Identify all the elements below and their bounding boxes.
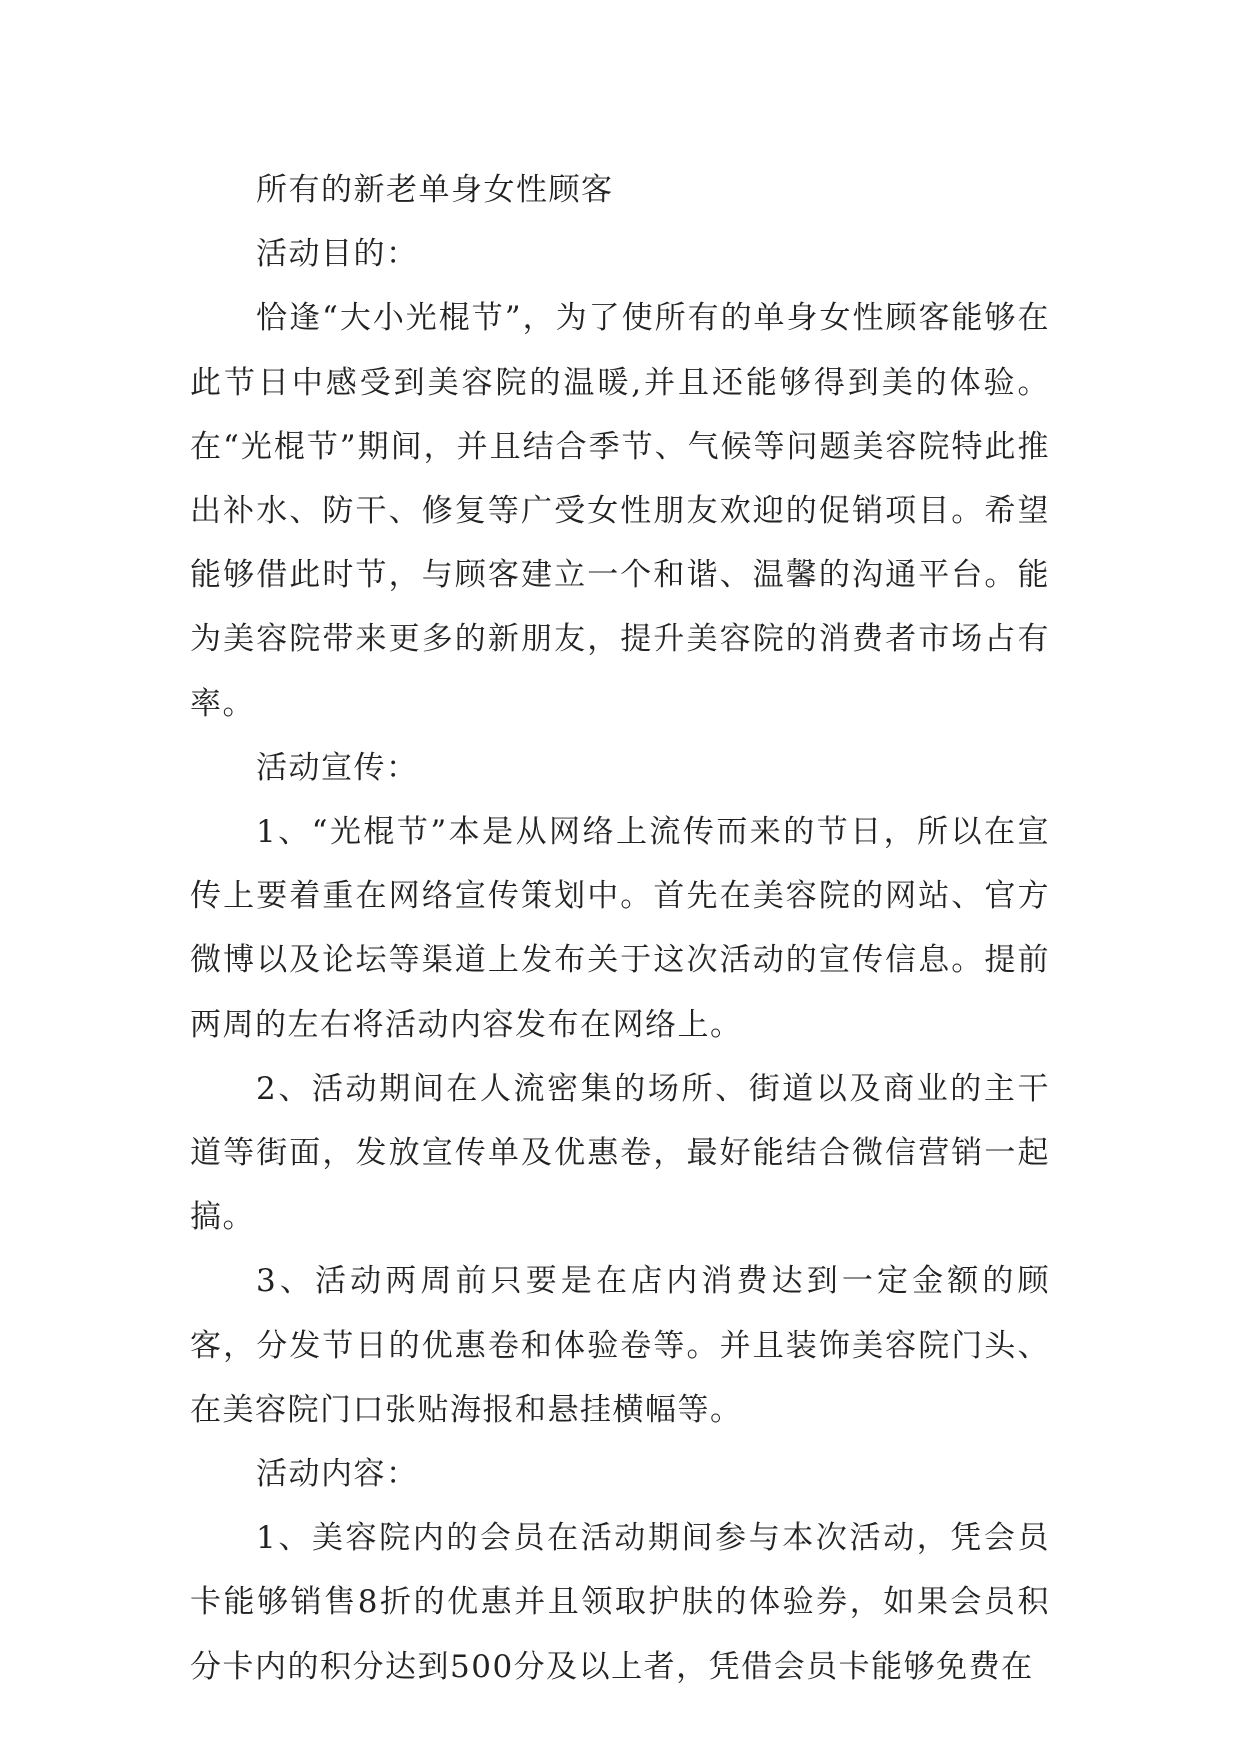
heading-activity-purpose: 活动目的： — [256, 236, 419, 273]
heading-activity-content: 活动内容： — [256, 1456, 419, 1493]
paragraph-promotion-3: 3、活动两周前只要是在店内消费达到一定金额的顾客，分发节日的优惠卷和体验卷等。并且装饰美容院门头、在美容院门口张贴海报和悬挂横幅等。 — [190, 1263, 1050, 1428]
document-body — [190, 158, 1050, 1699]
paragraph-target-audience: 所有的新老单身女性顾客 — [256, 172, 614, 208]
paragraph-promotion-1: 1、“光棍节”本是从网络上流传而来的节日，所以在宣传上要着重在网络宣传策划中。首先在美容院的网站、官方微博以及论坛等渠道上发布关于这次活动的宣传信息。提前两周的左右将活动内容发布在网络上。 — [190, 814, 1050, 1043]
paragraph-promotion-2: 2、活动期间在人流密集的场所、街道以及商业的主干道等街面，发放宣传单及优惠卷，最好能结合微信营销一起搞。 — [190, 1070, 1050, 1236]
paragraph-content-1: 1、美容院内的会员在活动期间参与本次活动，凭会员卡能够销售8折的优惠并且领取护肤的体验券，如果会员积分卡内的积分达到500分及以上者，凭借会员卡能够免费在 — [190, 1520, 1050, 1685]
paragraph-activity-purpose: 恰逢“大小光棍节”，为了使所有的单身女性顾客能够在此节日中感受到美容院的温暖,并且还能够得到美的体验。在“光棍节”期间，并且结合季节、气候等问题美容院特此推出补水、防干、修复等广受女性朋友欢迎的促销项目。希望能够借此时节，与顾客建立一个和谐、温馨的沟通平台。能为美容院带来更多的新朋友，提升美容院的消费者市场占有率。 — [190, 300, 1050, 722]
heading-activity-promotion: 活动宣传： — [256, 749, 419, 786]
